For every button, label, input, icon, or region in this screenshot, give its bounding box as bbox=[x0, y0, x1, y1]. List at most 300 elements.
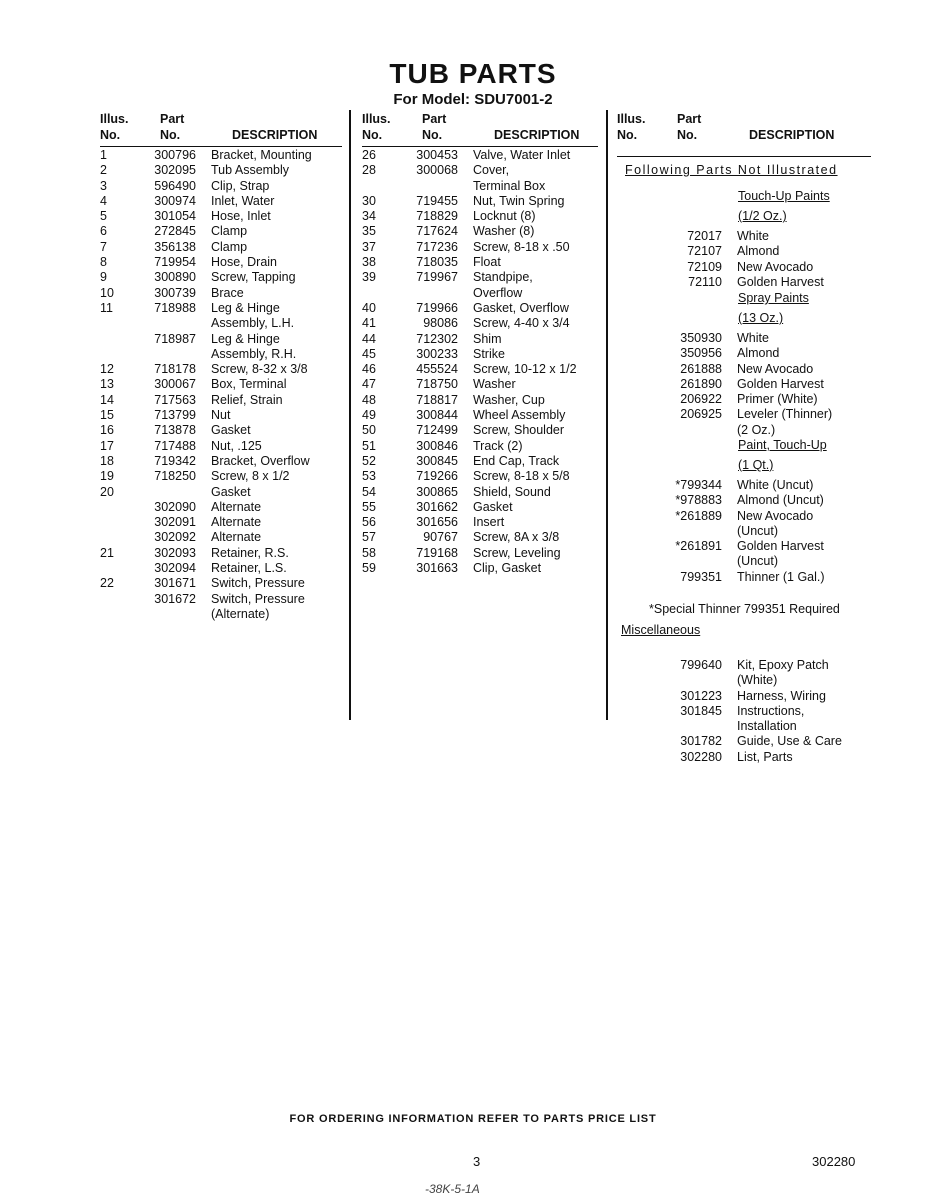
part-number: 301672 bbox=[154, 591, 196, 606]
parts-row bbox=[362, 179, 602, 194]
parts-row bbox=[617, 229, 877, 244]
parts-row bbox=[362, 316, 602, 331]
part-description: Retainer, R.S. bbox=[211, 545, 289, 560]
part-number: 717563 bbox=[154, 392, 196, 407]
parts-row bbox=[100, 240, 345, 255]
parts-row bbox=[100, 362, 345, 377]
illus-number: 45 bbox=[362, 346, 376, 361]
parts-row bbox=[617, 260, 877, 275]
part-number: 719168 bbox=[416, 545, 458, 560]
part-number: 261888 bbox=[680, 361, 722, 376]
part-description: Almond bbox=[737, 346, 780, 361]
column-header bbox=[362, 112, 602, 146]
part-description: Screw, 8A x 3/8 bbox=[473, 530, 560, 545]
parts-row bbox=[362, 408, 602, 423]
parts-row bbox=[362, 209, 602, 224]
part-description: (White) bbox=[737, 673, 778, 688]
touchup-size: (1/2 Oz.) bbox=[738, 209, 787, 223]
part-description: Float bbox=[473, 255, 501, 270]
illus-number: 34 bbox=[362, 209, 376, 224]
part-number: 717488 bbox=[154, 438, 196, 453]
part-description: Instructions, bbox=[737, 703, 805, 718]
part-number: 717624 bbox=[416, 224, 458, 239]
part-description: Screw, 8-32 x 3/8 bbox=[211, 362, 308, 377]
illus-number: 28 bbox=[362, 163, 376, 178]
part-description: White bbox=[737, 229, 769, 243]
part-number: 300844 bbox=[416, 408, 458, 423]
illus-number: 18 bbox=[100, 453, 114, 468]
illus-number: 20 bbox=[100, 484, 114, 499]
column-header bbox=[100, 112, 345, 146]
part-description: Shield, Sound bbox=[473, 484, 551, 499]
part-description: Gasket bbox=[211, 484, 251, 499]
illus-number: 10 bbox=[100, 285, 114, 300]
parts-row bbox=[100, 377, 345, 392]
illus-number: 55 bbox=[362, 499, 376, 514]
parts-row bbox=[100, 148, 345, 163]
part-description: Screw, 8-18 x 5/8 bbox=[473, 469, 570, 484]
parts-row bbox=[617, 244, 877, 259]
illus-number: 7 bbox=[100, 239, 107, 254]
part-description: White bbox=[737, 331, 769, 345]
part-description: Retainer, L.S. bbox=[211, 561, 287, 576]
illus-number: 15 bbox=[100, 408, 114, 423]
part-description: Nut, .125 bbox=[211, 438, 262, 453]
description-header: DESCRIPTION bbox=[232, 128, 318, 142]
illus-number: 4 bbox=[100, 193, 107, 208]
part-description: (Uncut) bbox=[737, 554, 778, 569]
illus-number: 56 bbox=[362, 515, 376, 530]
parts-row bbox=[362, 270, 602, 285]
illus-number: 41 bbox=[362, 316, 376, 331]
parts-row bbox=[617, 658, 877, 673]
illus-header: Illus. bbox=[362, 112, 391, 126]
illus-number: 52 bbox=[362, 453, 376, 468]
parts-row bbox=[100, 454, 345, 469]
parts-row bbox=[100, 607, 345, 622]
part-number: 718829 bbox=[416, 209, 458, 224]
part-number: 72017 bbox=[687, 229, 722, 243]
part-description: Alternate bbox=[211, 530, 262, 545]
part-number: 302090 bbox=[154, 499, 196, 514]
part-description: Screw, Tapping bbox=[211, 270, 296, 285]
part-description: Gasket bbox=[211, 423, 251, 438]
page-title: TUB PARTS bbox=[389, 58, 557, 89]
part-number: 300890 bbox=[154, 270, 196, 285]
part-no-header: No. bbox=[160, 128, 181, 142]
part-description: Washer bbox=[473, 377, 516, 392]
illus-number: 57 bbox=[362, 530, 376, 545]
part-number: 718987 bbox=[154, 331, 196, 346]
parts-row bbox=[617, 377, 877, 392]
part-description: Screw, 8 x 1/2 bbox=[211, 469, 290, 484]
part-description: Leveler (Thinner) bbox=[737, 407, 833, 422]
parts-row bbox=[100, 332, 345, 347]
part-number: 301662 bbox=[416, 499, 458, 514]
parts-column-1 bbox=[100, 112, 345, 622]
illus-number: 8 bbox=[100, 255, 107, 270]
part-description: Alternate bbox=[211, 499, 262, 514]
part-description: Screw, Shoulder bbox=[473, 423, 565, 438]
parts-row bbox=[100, 530, 345, 545]
part-number: 300865 bbox=[416, 484, 458, 499]
part-description: Track (2) bbox=[473, 438, 523, 453]
illus-number: 49 bbox=[362, 408, 376, 423]
illus-number: 59 bbox=[362, 561, 376, 576]
parts-row bbox=[617, 750, 877, 765]
part-description: Clip, Strap bbox=[211, 178, 270, 193]
touchup-list bbox=[617, 229, 877, 290]
part-description: Guide, Use & Care bbox=[737, 734, 842, 749]
parts-row bbox=[617, 392, 877, 407]
paint-list bbox=[617, 478, 877, 585]
part-number: 90767 bbox=[423, 530, 458, 545]
header-rule bbox=[100, 146, 342, 147]
part-description: Almond bbox=[737, 244, 780, 259]
illus-number: 14 bbox=[100, 392, 114, 407]
parts-row bbox=[617, 719, 877, 734]
part-description: (Uncut) bbox=[737, 523, 778, 538]
parts-row bbox=[100, 179, 345, 194]
part-number: 719266 bbox=[416, 469, 458, 484]
illus-number: 54 bbox=[362, 484, 376, 499]
parts-row bbox=[362, 148, 602, 163]
parts-row bbox=[100, 255, 345, 270]
header-rule bbox=[362, 146, 598, 147]
illus-number: 40 bbox=[362, 300, 376, 315]
header-rule bbox=[617, 156, 871, 157]
illus-number: 51 bbox=[362, 438, 376, 453]
part-description: Assembly, L.H. bbox=[211, 316, 295, 331]
part-number: *799344 bbox=[675, 478, 722, 492]
part-number: 350956 bbox=[680, 346, 722, 361]
part-description: Cover, bbox=[473, 163, 510, 178]
parts-rows bbox=[362, 148, 602, 576]
parts-row bbox=[362, 362, 602, 377]
parts-row bbox=[617, 673, 877, 688]
part-description: Washer (8) bbox=[473, 224, 535, 239]
part-number: 300739 bbox=[154, 285, 196, 300]
parts-row bbox=[100, 423, 345, 438]
part-number: 300067 bbox=[154, 377, 196, 392]
part-description: Assembly, R.H. bbox=[211, 346, 297, 361]
part-header: Part bbox=[422, 112, 447, 126]
illus-number: 47 bbox=[362, 377, 376, 392]
parts-row bbox=[100, 485, 345, 500]
illus-no-header: No. bbox=[617, 128, 638, 142]
part-number: 718178 bbox=[154, 362, 196, 377]
part-description: Golden Harvest bbox=[737, 274, 824, 289]
illus-number: 1 bbox=[100, 148, 107, 162]
illus-number: 11 bbox=[100, 300, 113, 315]
parts-row bbox=[362, 240, 602, 255]
part-description: (2 Oz.) bbox=[737, 422, 776, 437]
illus-number: 16 bbox=[100, 423, 114, 438]
part-number: 719342 bbox=[154, 453, 196, 468]
part-description: Washer, Cup bbox=[473, 392, 545, 407]
part-description: Overflow bbox=[473, 285, 523, 300]
parts-row bbox=[617, 331, 877, 346]
parts-row bbox=[617, 362, 877, 377]
illus-number: 5 bbox=[100, 209, 107, 224]
description-header: DESCRIPTION bbox=[749, 128, 835, 142]
part-number: *261889 bbox=[675, 508, 722, 523]
part-number: 799640 bbox=[680, 658, 722, 672]
paint-size: (1 Qt.) bbox=[738, 458, 774, 472]
part-number: 719455 bbox=[416, 193, 458, 208]
parts-column-3 bbox=[617, 112, 877, 764]
part-number: 596490 bbox=[154, 178, 196, 193]
part-number: 718250 bbox=[154, 469, 196, 484]
parts-row bbox=[100, 316, 345, 331]
parts-row bbox=[362, 500, 602, 515]
illus-number: 13 bbox=[100, 377, 114, 392]
part-number: 72110 bbox=[688, 274, 722, 289]
part-description: Thinner (1 Gal.) bbox=[737, 569, 825, 584]
illus-number: 35 bbox=[362, 224, 376, 239]
part-number: *261891 bbox=[675, 539, 722, 554]
part-description: White (Uncut) bbox=[737, 478, 814, 492]
part-number: 302091 bbox=[154, 515, 196, 530]
illus-number: 48 bbox=[362, 392, 376, 407]
part-number: 300068 bbox=[416, 163, 458, 178]
part-description: Tub Assembly bbox=[211, 163, 290, 178]
illus-number: 50 bbox=[362, 423, 376, 438]
part-number: 302095 bbox=[154, 163, 196, 178]
part-description: Bracket, Mounting bbox=[211, 148, 312, 162]
illus-number: 6 bbox=[100, 224, 107, 239]
not-illustrated-heading: Following Parts Not Illustrated bbox=[625, 163, 838, 177]
part-number: 718817 bbox=[416, 392, 458, 407]
part-number: 719967 bbox=[416, 270, 458, 285]
part-number: 356138 bbox=[154, 239, 196, 254]
part-description: Gasket bbox=[473, 499, 513, 514]
part-description: Golden Harvest bbox=[737, 539, 824, 554]
parts-row bbox=[100, 209, 345, 224]
illus-header: Illus. bbox=[100, 112, 129, 126]
illus-number: 21 bbox=[100, 545, 114, 560]
illus-number: 12 bbox=[100, 362, 114, 377]
illus-no-header: No. bbox=[362, 128, 383, 142]
parts-row bbox=[100, 270, 345, 285]
part-number: 301845 bbox=[680, 703, 722, 718]
part-number: 301671 bbox=[154, 576, 196, 591]
parts-row bbox=[100, 286, 345, 301]
part-description: Switch, Pressure bbox=[211, 576, 305, 591]
part-description: (Alternate) bbox=[211, 606, 270, 621]
part-number: 719954 bbox=[154, 255, 196, 270]
illus-number: 30 bbox=[362, 193, 376, 208]
parts-row bbox=[617, 539, 877, 554]
parts-row bbox=[362, 163, 602, 178]
parts-row bbox=[362, 332, 602, 347]
part-description: Standpipe, bbox=[473, 270, 533, 285]
parts-row bbox=[100, 408, 345, 423]
part-description: Clamp bbox=[211, 239, 248, 254]
parts-row bbox=[100, 224, 345, 239]
part-number: 301054 bbox=[154, 209, 196, 224]
parts-row bbox=[617, 689, 877, 704]
parts-row bbox=[362, 224, 602, 239]
illus-header: Illus. bbox=[617, 112, 646, 126]
part-description: Inlet, Water bbox=[211, 193, 275, 208]
part-number: 272845 bbox=[154, 224, 196, 239]
parts-row bbox=[617, 509, 877, 524]
paint-heading: Paint, Touch-Up bbox=[738, 438, 827, 452]
parts-row bbox=[100, 301, 345, 316]
spray-list bbox=[617, 331, 877, 438]
part-number: 206925 bbox=[680, 407, 722, 422]
part-number: 713878 bbox=[154, 423, 196, 438]
part-description: Gasket, Overflow bbox=[473, 300, 569, 315]
parts-row bbox=[617, 423, 877, 438]
description-header: DESCRIPTION bbox=[494, 128, 580, 142]
parts-row bbox=[362, 393, 602, 408]
part-description: Strike bbox=[473, 346, 505, 361]
part-number: 300796 bbox=[154, 148, 196, 162]
part-description: Terminal Box bbox=[473, 178, 546, 193]
special-thinner-note: *Special Thinner 799351 Required bbox=[649, 602, 840, 616]
part-number: 718750 bbox=[416, 377, 458, 392]
part-description: Clamp bbox=[211, 224, 248, 239]
parts-row bbox=[362, 485, 602, 500]
part-number: 712499 bbox=[416, 423, 458, 438]
part-description: Almond (Uncut) bbox=[737, 493, 824, 508]
part-number: 301223 bbox=[680, 688, 722, 703]
part-number: 300845 bbox=[416, 453, 458, 468]
illus-number: 38 bbox=[362, 255, 376, 270]
parts-rows bbox=[100, 148, 345, 622]
illus-number: 44 bbox=[362, 331, 376, 346]
handwritten-note: -38K-5-1A bbox=[425, 1182, 480, 1196]
part-number: 712302 bbox=[416, 331, 458, 346]
part-description: Brace bbox=[211, 285, 244, 300]
illus-number: 17 bbox=[100, 438, 114, 453]
part-number: 350930 bbox=[680, 331, 722, 345]
illus-number: 22 bbox=[100, 576, 114, 591]
parts-row bbox=[100, 393, 345, 408]
part-number: 717236 bbox=[416, 239, 458, 254]
part-description: Wheel Assembly bbox=[473, 408, 566, 423]
parts-row bbox=[617, 524, 877, 539]
parts-row bbox=[362, 301, 602, 316]
parts-row bbox=[100, 500, 345, 515]
parts-row bbox=[362, 439, 602, 454]
part-description: Harness, Wiring bbox=[737, 688, 826, 703]
illus-number: 9 bbox=[100, 270, 107, 285]
parts-row bbox=[362, 347, 602, 362]
part-description: Screw, 8-18 x .50 bbox=[473, 239, 570, 254]
parts-row bbox=[362, 546, 602, 561]
model-subtitle: For Model: SDU7001-2 bbox=[393, 91, 553, 108]
illus-number: 58 bbox=[362, 545, 376, 560]
part-no-header: No. bbox=[422, 128, 443, 142]
part-number: 300846 bbox=[416, 438, 458, 453]
parts-row bbox=[362, 286, 602, 301]
parts-row bbox=[617, 734, 877, 749]
part-number: 455524 bbox=[416, 362, 458, 377]
part-description: Leg & Hinge bbox=[211, 331, 280, 346]
part-description: New Avocado bbox=[737, 361, 814, 376]
illus-number: 26 bbox=[362, 148, 376, 162]
part-number: 301663 bbox=[416, 561, 458, 576]
parts-row bbox=[617, 407, 877, 422]
parts-column-2 bbox=[362, 112, 602, 576]
spray-size: (13 Oz.) bbox=[738, 311, 784, 325]
illus-number: 2 bbox=[100, 163, 107, 178]
part-number: 713799 bbox=[154, 408, 196, 423]
parts-row bbox=[362, 454, 602, 469]
part-header: Part bbox=[160, 112, 185, 126]
parts-row bbox=[362, 530, 602, 545]
part-description: Alternate bbox=[211, 515, 262, 530]
part-description: Switch, Pressure bbox=[211, 591, 305, 606]
illus-number: 37 bbox=[362, 239, 376, 254]
parts-row bbox=[617, 554, 877, 569]
part-description: Leg & Hinge bbox=[211, 300, 280, 315]
part-number: 72109 bbox=[687, 259, 722, 274]
ordering-footer: FOR ORDERING INFORMATION REFER TO PARTS PRICE LIST bbox=[289, 1113, 657, 1125]
parts-row bbox=[100, 469, 345, 484]
document-number: 302280 bbox=[812, 1154, 856, 1169]
part-description: Box, Terminal bbox=[211, 377, 287, 392]
part-number: 300233 bbox=[416, 346, 458, 361]
page-number: 3 bbox=[473, 1154, 481, 1169]
illus-no-header: No. bbox=[100, 128, 121, 142]
spray-heading: Spray Paints bbox=[738, 291, 809, 305]
part-number: 72107 bbox=[687, 244, 722, 259]
column-divider bbox=[606, 110, 608, 720]
parts-row bbox=[617, 704, 877, 719]
parts-row bbox=[362, 561, 602, 576]
part-description: Hose, Inlet bbox=[211, 209, 271, 224]
part-number: 206922 bbox=[680, 392, 722, 407]
parts-row bbox=[100, 163, 345, 178]
part-number: 98086 bbox=[423, 316, 458, 331]
illus-number: 46 bbox=[362, 362, 376, 377]
parts-row bbox=[617, 346, 877, 361]
part-description: New Avocado bbox=[737, 259, 814, 274]
parts-row bbox=[100, 347, 345, 362]
parts-row bbox=[100, 576, 345, 591]
part-number: 301782 bbox=[680, 734, 722, 749]
part-description: Bracket, Overflow bbox=[211, 453, 310, 468]
part-description: Locknut (8) bbox=[473, 209, 536, 224]
parts-row bbox=[362, 194, 602, 209]
column-header bbox=[617, 112, 877, 146]
part-description: Screw, 10-12 x 1/2 bbox=[473, 362, 577, 377]
part-number: 300453 bbox=[416, 148, 458, 162]
part-description: Installation bbox=[737, 719, 797, 734]
part-number: 718035 bbox=[416, 255, 458, 270]
part-number: 302092 bbox=[154, 530, 196, 545]
illus-number: 19 bbox=[100, 469, 114, 484]
parts-row bbox=[100, 561, 345, 576]
part-description: New Avocado bbox=[737, 508, 814, 523]
misc-heading: Miscellaneous bbox=[621, 623, 701, 637]
parts-row bbox=[362, 515, 602, 530]
part-number: 302280 bbox=[680, 749, 722, 764]
part-description: Golden Harvest bbox=[737, 376, 824, 391]
parts-row bbox=[100, 546, 345, 561]
parts-row bbox=[362, 377, 602, 392]
part-number: 300974 bbox=[154, 193, 196, 208]
part-description: List, Parts bbox=[737, 749, 793, 764]
parts-row bbox=[100, 515, 345, 530]
parts-row bbox=[617, 570, 877, 585]
part-description: Nut bbox=[211, 408, 231, 423]
part-number: 302093 bbox=[154, 545, 196, 560]
